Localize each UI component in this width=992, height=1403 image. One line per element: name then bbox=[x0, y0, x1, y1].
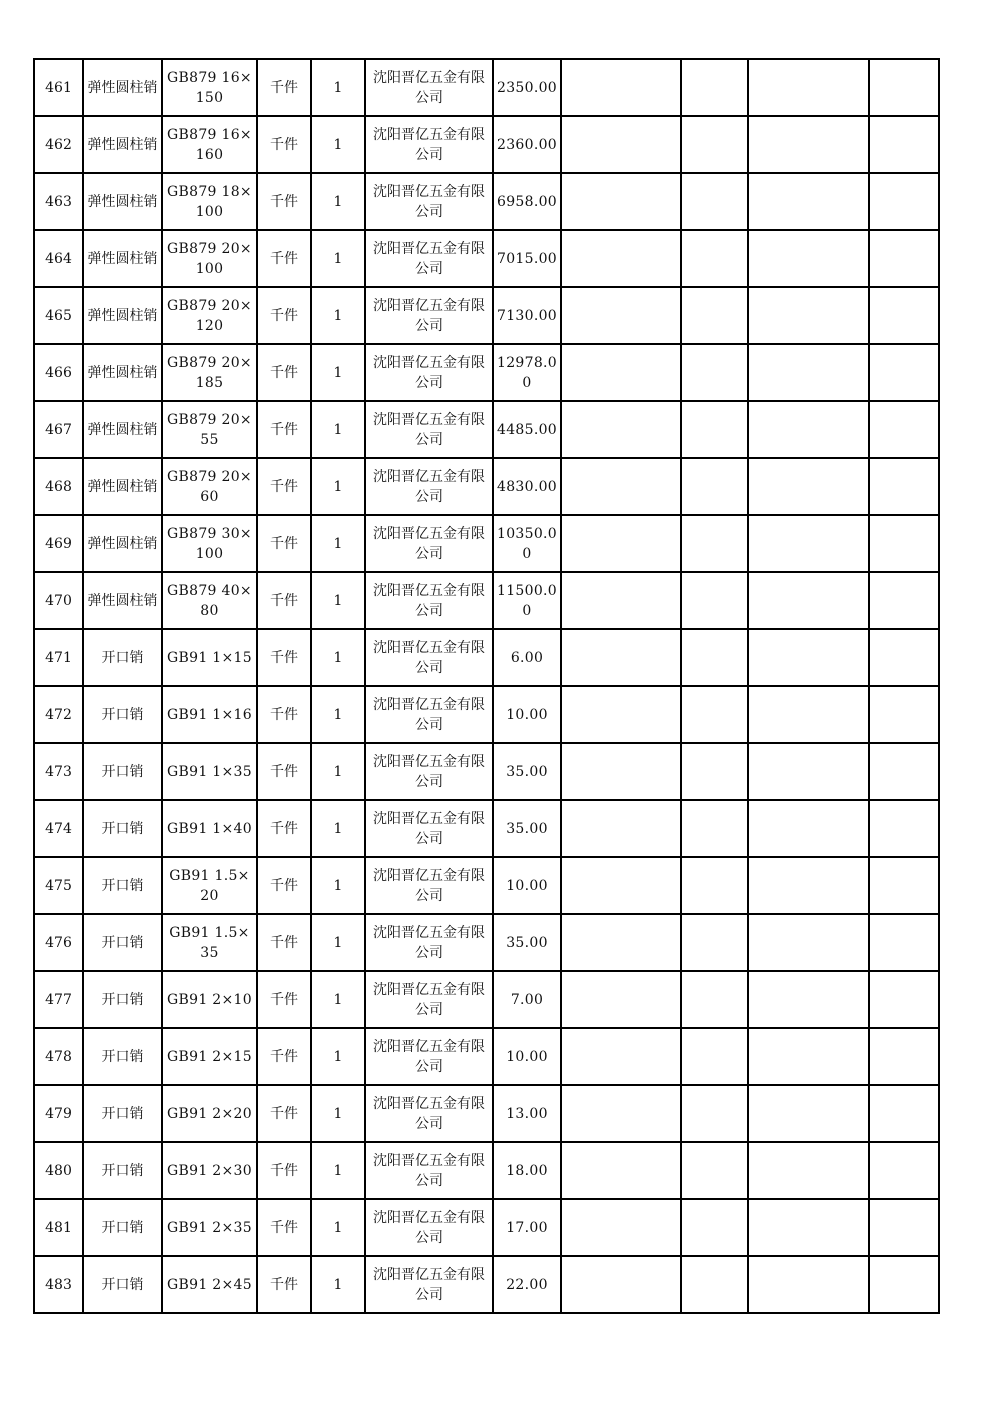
item-name-cell: 弹性圆柱销 bbox=[83, 59, 162, 116]
supplier-cell: 沈阳晋亿五金有限公司 bbox=[365, 629, 493, 686]
empty-cell bbox=[748, 230, 869, 287]
item-name-cell: 开口销 bbox=[83, 914, 162, 971]
item-name-cell: 开口销 bbox=[83, 857, 162, 914]
empty-cell bbox=[681, 1028, 748, 1085]
table-row bbox=[34, 458, 939, 515]
empty-cell bbox=[869, 59, 939, 116]
empty-cell bbox=[681, 572, 748, 629]
row-number-cell: 465 bbox=[34, 287, 83, 344]
spec-cell: GB879 40×80 bbox=[162, 572, 257, 629]
row-number-cell: 473 bbox=[34, 743, 83, 800]
empty-cell bbox=[748, 857, 869, 914]
item-name-cell: 弹性圆柱销 bbox=[83, 344, 162, 401]
supplier-cell: 沈阳晋亿五金有限公司 bbox=[365, 1085, 493, 1142]
empty-cell bbox=[869, 230, 939, 287]
empty-cell bbox=[561, 173, 681, 230]
row-number-cell: 476 bbox=[34, 914, 83, 971]
quantity-cell: 1 bbox=[311, 59, 365, 116]
empty-cell bbox=[748, 515, 869, 572]
empty-cell bbox=[748, 1142, 869, 1199]
supplier-cell: 沈阳晋亿五金有限公司 bbox=[365, 800, 493, 857]
empty-cell bbox=[681, 914, 748, 971]
supplier-cell: 沈阳晋亿五金有限公司 bbox=[365, 1199, 493, 1256]
empty-cell bbox=[748, 1256, 869, 1313]
row-number-cell: 478 bbox=[34, 1028, 83, 1085]
row-number-cell: 471 bbox=[34, 629, 83, 686]
item-name-cell: 开口销 bbox=[83, 1142, 162, 1199]
empty-cell bbox=[561, 1256, 681, 1313]
empty-cell bbox=[748, 401, 869, 458]
price-cell: 10.00 bbox=[493, 686, 561, 743]
supplier-cell: 沈阳晋亿五金有限公司 bbox=[365, 857, 493, 914]
table-row bbox=[34, 59, 939, 116]
empty-cell bbox=[561, 1028, 681, 1085]
quantity-cell: 1 bbox=[311, 458, 365, 515]
price-table bbox=[33, 58, 940, 1314]
unit-cell: 千件 bbox=[257, 629, 311, 686]
empty-cell bbox=[561, 686, 681, 743]
unit-cell: 千件 bbox=[257, 230, 311, 287]
empty-cell bbox=[681, 686, 748, 743]
row-number-cell: 462 bbox=[34, 116, 83, 173]
empty-cell bbox=[748, 287, 869, 344]
item-name-cell: 开口销 bbox=[83, 1028, 162, 1085]
spec-cell: GB879 30×100 bbox=[162, 515, 257, 572]
spec-cell: GB91 1×35 bbox=[162, 743, 257, 800]
spec-cell: GB91 1.5×35 bbox=[162, 914, 257, 971]
row-number-cell: 472 bbox=[34, 686, 83, 743]
unit-cell: 千件 bbox=[257, 971, 311, 1028]
supplier-cell: 沈阳晋亿五金有限公司 bbox=[365, 116, 493, 173]
spec-cell: GB879 20×60 bbox=[162, 458, 257, 515]
row-number-cell: 464 bbox=[34, 230, 83, 287]
item-name-cell: 开口销 bbox=[83, 971, 162, 1028]
empty-cell bbox=[561, 743, 681, 800]
empty-cell bbox=[561, 344, 681, 401]
empty-cell bbox=[561, 629, 681, 686]
empty-cell bbox=[748, 344, 869, 401]
empty-cell bbox=[681, 800, 748, 857]
item-name-cell: 弹性圆柱销 bbox=[83, 287, 162, 344]
empty-cell bbox=[681, 1256, 748, 1313]
quantity-cell: 1 bbox=[311, 857, 365, 914]
empty-cell bbox=[681, 116, 748, 173]
item-name-cell: 弹性圆柱销 bbox=[83, 230, 162, 287]
empty-cell bbox=[869, 1199, 939, 1256]
empty-cell bbox=[869, 971, 939, 1028]
quantity-cell: 1 bbox=[311, 686, 365, 743]
empty-cell bbox=[681, 629, 748, 686]
empty-cell bbox=[869, 1085, 939, 1142]
table-row bbox=[34, 629, 939, 686]
unit-cell: 千件 bbox=[257, 1085, 311, 1142]
empty-cell bbox=[748, 572, 869, 629]
row-number-cell: 468 bbox=[34, 458, 83, 515]
supplier-cell: 沈阳晋亿五金有限公司 bbox=[365, 914, 493, 971]
empty-cell bbox=[869, 572, 939, 629]
row-number-cell: 475 bbox=[34, 857, 83, 914]
empty-cell bbox=[748, 686, 869, 743]
supplier-cell: 沈阳晋亿五金有限公司 bbox=[365, 173, 493, 230]
empty-cell bbox=[748, 800, 869, 857]
empty-cell bbox=[681, 344, 748, 401]
table-row bbox=[34, 116, 939, 173]
price-cell: 22.00 bbox=[493, 1256, 561, 1313]
row-number-cell: 477 bbox=[34, 971, 83, 1028]
row-number-cell: 474 bbox=[34, 800, 83, 857]
unit-cell: 千件 bbox=[257, 743, 311, 800]
empty-cell bbox=[561, 458, 681, 515]
supplier-cell: 沈阳晋亿五金有限公司 bbox=[365, 686, 493, 743]
table-row bbox=[34, 1142, 939, 1199]
unit-cell: 千件 bbox=[257, 458, 311, 515]
unit-cell: 千件 bbox=[257, 1256, 311, 1313]
unit-cell: 千件 bbox=[257, 1199, 311, 1256]
empty-cell bbox=[561, 857, 681, 914]
quantity-cell: 1 bbox=[311, 629, 365, 686]
price-cell: 10.00 bbox=[493, 1028, 561, 1085]
item-name-cell: 开口销 bbox=[83, 629, 162, 686]
row-number-cell: 466 bbox=[34, 344, 83, 401]
table-row bbox=[34, 800, 939, 857]
empty-cell bbox=[681, 971, 748, 1028]
empty-cell bbox=[561, 59, 681, 116]
table-body bbox=[34, 59, 939, 1313]
spec-cell: GB91 1×15 bbox=[162, 629, 257, 686]
unit-cell: 千件 bbox=[257, 287, 311, 344]
table-row bbox=[34, 1256, 939, 1313]
empty-cell bbox=[869, 857, 939, 914]
table-row bbox=[34, 971, 939, 1028]
item-name-cell: 弹性圆柱销 bbox=[83, 458, 162, 515]
table-row bbox=[34, 686, 939, 743]
empty-cell bbox=[561, 1199, 681, 1256]
quantity-cell: 1 bbox=[311, 971, 365, 1028]
quantity-cell: 1 bbox=[311, 1199, 365, 1256]
supplier-cell: 沈阳晋亿五金有限公司 bbox=[365, 743, 493, 800]
quantity-cell: 1 bbox=[311, 1142, 365, 1199]
empty-cell bbox=[748, 629, 869, 686]
empty-cell bbox=[561, 914, 681, 971]
empty-cell bbox=[869, 287, 939, 344]
price-cell: 17.00 bbox=[493, 1199, 561, 1256]
empty-cell bbox=[561, 971, 681, 1028]
spec-cell: GB879 20×120 bbox=[162, 287, 257, 344]
price-cell: 4485.00 bbox=[493, 401, 561, 458]
empty-cell bbox=[869, 914, 939, 971]
empty-cell bbox=[748, 1028, 869, 1085]
row-number-cell: 469 bbox=[34, 515, 83, 572]
unit-cell: 千件 bbox=[257, 800, 311, 857]
supplier-cell: 沈阳晋亿五金有限公司 bbox=[365, 1256, 493, 1313]
item-name-cell: 开口销 bbox=[83, 1256, 162, 1313]
empty-cell bbox=[681, 458, 748, 515]
spec-cell: GB91 1×40 bbox=[162, 800, 257, 857]
quantity-cell: 1 bbox=[311, 572, 365, 629]
empty-cell bbox=[681, 59, 748, 116]
supplier-cell: 沈阳晋亿五金有限公司 bbox=[365, 230, 493, 287]
empty-cell bbox=[561, 116, 681, 173]
table-row bbox=[34, 230, 939, 287]
item-name-cell: 弹性圆柱销 bbox=[83, 173, 162, 230]
unit-cell: 千件 bbox=[257, 686, 311, 743]
table-row bbox=[34, 173, 939, 230]
empty-cell bbox=[869, 344, 939, 401]
item-name-cell: 开口销 bbox=[83, 743, 162, 800]
spec-cell: GB91 2×20 bbox=[162, 1085, 257, 1142]
spec-cell: GB879 16×150 bbox=[162, 59, 257, 116]
table-row bbox=[34, 572, 939, 629]
spec-cell: GB91 1.5×20 bbox=[162, 857, 257, 914]
spec-cell: GB91 1×16 bbox=[162, 686, 257, 743]
quantity-cell: 1 bbox=[311, 287, 365, 344]
empty-cell bbox=[748, 971, 869, 1028]
empty-cell bbox=[869, 401, 939, 458]
empty-cell bbox=[869, 743, 939, 800]
price-cell: 2360.00 bbox=[493, 116, 561, 173]
row-number-cell: 481 bbox=[34, 1199, 83, 1256]
quantity-cell: 1 bbox=[311, 1085, 365, 1142]
empty-cell bbox=[681, 173, 748, 230]
empty-cell bbox=[681, 230, 748, 287]
empty-cell bbox=[681, 287, 748, 344]
price-cell: 10350.00 bbox=[493, 515, 561, 572]
unit-cell: 千件 bbox=[257, 1142, 311, 1199]
item-name-cell: 开口销 bbox=[83, 686, 162, 743]
row-number-cell: 483 bbox=[34, 1256, 83, 1313]
empty-cell bbox=[561, 230, 681, 287]
quantity-cell: 1 bbox=[311, 515, 365, 572]
price-cell: 35.00 bbox=[493, 914, 561, 971]
empty-cell bbox=[748, 173, 869, 230]
table-row bbox=[34, 1199, 939, 1256]
empty-cell bbox=[748, 59, 869, 116]
spec-cell: GB91 2×35 bbox=[162, 1199, 257, 1256]
unit-cell: 千件 bbox=[257, 59, 311, 116]
empty-cell bbox=[561, 1142, 681, 1199]
empty-cell bbox=[748, 458, 869, 515]
price-cell: 11500.00 bbox=[493, 572, 561, 629]
item-name-cell: 开口销 bbox=[83, 800, 162, 857]
unit-cell: 千件 bbox=[257, 401, 311, 458]
spec-cell: GB879 20×100 bbox=[162, 230, 257, 287]
table-row bbox=[34, 515, 939, 572]
price-cell: 7.00 bbox=[493, 971, 561, 1028]
spec-cell: GB879 20×185 bbox=[162, 344, 257, 401]
quantity-cell: 1 bbox=[311, 344, 365, 401]
unit-cell: 千件 bbox=[257, 515, 311, 572]
supplier-cell: 沈阳晋亿五金有限公司 bbox=[365, 344, 493, 401]
quantity-cell: 1 bbox=[311, 743, 365, 800]
empty-cell bbox=[748, 743, 869, 800]
price-cell: 7130.00 bbox=[493, 287, 561, 344]
unit-cell: 千件 bbox=[257, 914, 311, 971]
price-cell: 35.00 bbox=[493, 743, 561, 800]
spec-cell: GB879 18×100 bbox=[162, 173, 257, 230]
supplier-cell: 沈阳晋亿五金有限公司 bbox=[365, 572, 493, 629]
price-cell: 10.00 bbox=[493, 857, 561, 914]
spec-cell: GB91 2×45 bbox=[162, 1256, 257, 1313]
empty-cell bbox=[681, 1085, 748, 1142]
table-row bbox=[34, 344, 939, 401]
quantity-cell: 1 bbox=[311, 800, 365, 857]
empty-cell bbox=[748, 1199, 869, 1256]
supplier-cell: 沈阳晋亿五金有限公司 bbox=[365, 287, 493, 344]
empty-cell bbox=[869, 515, 939, 572]
unit-cell: 千件 bbox=[257, 173, 311, 230]
supplier-cell: 沈阳晋亿五金有限公司 bbox=[365, 515, 493, 572]
item-name-cell: 开口销 bbox=[83, 1085, 162, 1142]
empty-cell bbox=[681, 743, 748, 800]
spec-cell: GB91 2×10 bbox=[162, 971, 257, 1028]
price-cell: 4830.00 bbox=[493, 458, 561, 515]
row-number-cell: 461 bbox=[34, 59, 83, 116]
table-row bbox=[34, 1028, 939, 1085]
quantity-cell: 1 bbox=[311, 1028, 365, 1085]
row-number-cell: 463 bbox=[34, 173, 83, 230]
empty-cell bbox=[561, 515, 681, 572]
price-cell: 18.00 bbox=[493, 1142, 561, 1199]
table-row bbox=[34, 857, 939, 914]
item-name-cell: 开口销 bbox=[83, 1199, 162, 1256]
quantity-cell: 1 bbox=[311, 116, 365, 173]
empty-cell bbox=[681, 401, 748, 458]
price-cell: 2350.00 bbox=[493, 59, 561, 116]
price-cell: 13.00 bbox=[493, 1085, 561, 1142]
empty-cell bbox=[561, 401, 681, 458]
empty-cell bbox=[869, 800, 939, 857]
item-name-cell: 弹性圆柱销 bbox=[83, 572, 162, 629]
table-row bbox=[34, 743, 939, 800]
table-row bbox=[34, 1085, 939, 1142]
empty-cell bbox=[748, 1085, 869, 1142]
quantity-cell: 1 bbox=[311, 401, 365, 458]
empty-cell bbox=[869, 458, 939, 515]
quantity-cell: 1 bbox=[311, 173, 365, 230]
empty-cell bbox=[869, 1028, 939, 1085]
empty-cell bbox=[681, 1142, 748, 1199]
item-name-cell: 弹性圆柱销 bbox=[83, 401, 162, 458]
row-number-cell: 467 bbox=[34, 401, 83, 458]
supplier-cell: 沈阳晋亿五金有限公司 bbox=[365, 1028, 493, 1085]
supplier-cell: 沈阳晋亿五金有限公司 bbox=[365, 401, 493, 458]
quantity-cell: 1 bbox=[311, 914, 365, 971]
empty-cell bbox=[748, 116, 869, 173]
supplier-cell: 沈阳晋亿五金有限公司 bbox=[365, 59, 493, 116]
spec-cell: GB91 2×15 bbox=[162, 1028, 257, 1085]
unit-cell: 千件 bbox=[257, 344, 311, 401]
price-cell: 6958.00 bbox=[493, 173, 561, 230]
price-cell: 7015.00 bbox=[493, 230, 561, 287]
empty-cell bbox=[869, 629, 939, 686]
item-name-cell: 弹性圆柱销 bbox=[83, 116, 162, 173]
row-number-cell: 479 bbox=[34, 1085, 83, 1142]
supplier-cell: 沈阳晋亿五金有限公司 bbox=[365, 458, 493, 515]
empty-cell bbox=[748, 914, 869, 971]
empty-cell bbox=[561, 1085, 681, 1142]
supplier-cell: 沈阳晋亿五金有限公司 bbox=[365, 1142, 493, 1199]
unit-cell: 千件 bbox=[257, 572, 311, 629]
price-cell: 6.00 bbox=[493, 629, 561, 686]
supplier-cell: 沈阳晋亿五金有限公司 bbox=[365, 971, 493, 1028]
empty-cell bbox=[869, 116, 939, 173]
empty-cell bbox=[869, 173, 939, 230]
quantity-cell: 1 bbox=[311, 1256, 365, 1313]
spec-cell: GB91 2×30 bbox=[162, 1142, 257, 1199]
row-number-cell: 470 bbox=[34, 572, 83, 629]
empty-cell bbox=[561, 572, 681, 629]
empty-cell bbox=[869, 1256, 939, 1313]
empty-cell bbox=[681, 857, 748, 914]
empty-cell bbox=[681, 1199, 748, 1256]
spec-cell: GB879 16×160 bbox=[162, 116, 257, 173]
empty-cell bbox=[869, 686, 939, 743]
table-row bbox=[34, 287, 939, 344]
unit-cell: 千件 bbox=[257, 857, 311, 914]
price-cell: 35.00 bbox=[493, 800, 561, 857]
empty-cell bbox=[561, 287, 681, 344]
row-number-cell: 480 bbox=[34, 1142, 83, 1199]
table-row bbox=[34, 401, 939, 458]
item-name-cell: 弹性圆柱销 bbox=[83, 515, 162, 572]
spec-cell: GB879 20×55 bbox=[162, 401, 257, 458]
table-row bbox=[34, 914, 939, 971]
quantity-cell: 1 bbox=[311, 230, 365, 287]
unit-cell: 千件 bbox=[257, 116, 311, 173]
empty-cell bbox=[869, 1142, 939, 1199]
empty-cell bbox=[561, 800, 681, 857]
price-cell: 12978.00 bbox=[493, 344, 561, 401]
unit-cell: 千件 bbox=[257, 1028, 311, 1085]
empty-cell bbox=[681, 515, 748, 572]
